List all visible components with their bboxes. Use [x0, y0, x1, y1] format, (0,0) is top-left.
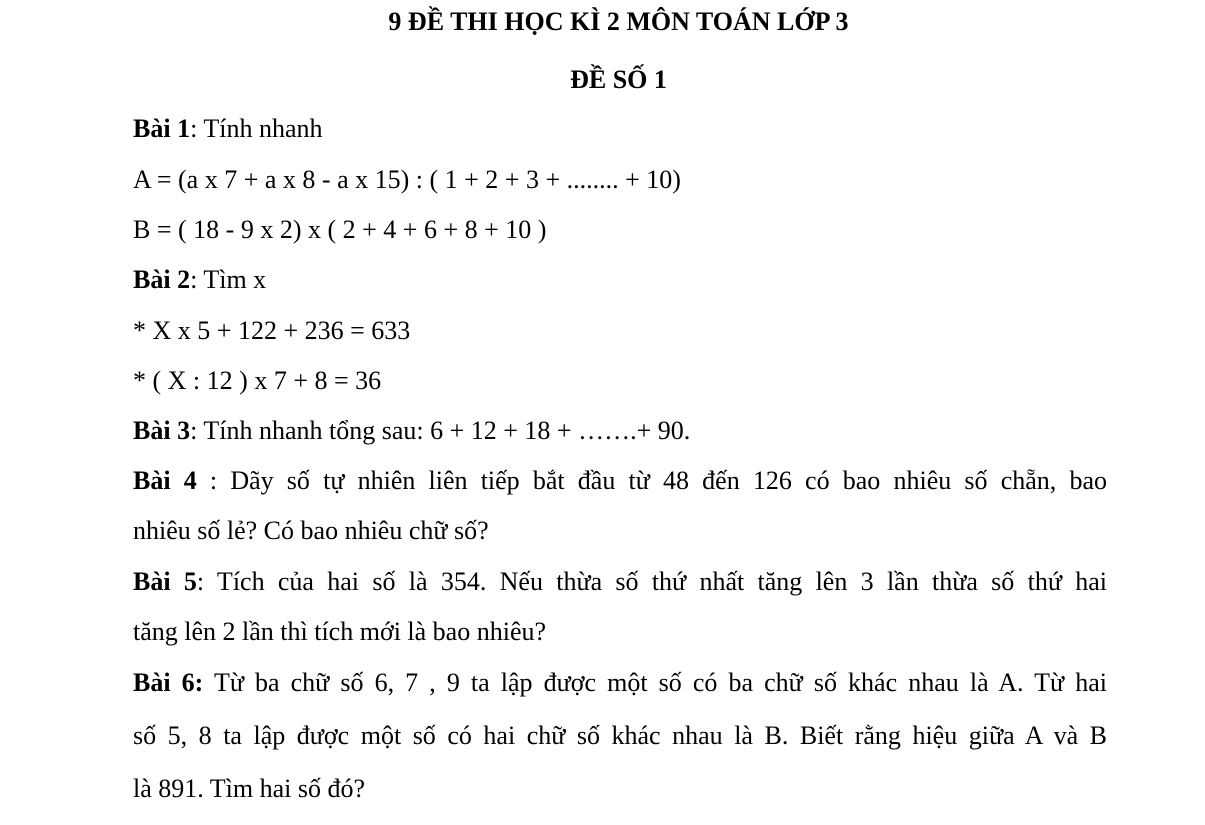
- problem-4-label: Bài 4: [133, 466, 197, 495]
- problem-4-line-1: [133, 465, 1107, 497]
- problem-3-label: Bài 3: [133, 416, 191, 445]
- problem-1-expression-b: B = ( 18 - 9 x 2) x ( 2 + 4 + 6 + 8 + 10 ): [133, 215, 547, 244]
- problem-5-label: Bài 5: [133, 567, 197, 596]
- problem-1-heading: [133, 113, 322, 145]
- problem-3: [133, 415, 690, 447]
- problem-6-line-3: là 891. Tìm hai số đó?: [133, 774, 366, 803]
- problem-6-line-2: số 5, 8 ta lập được một số có hai chữ số khác nhau là B. Biết rằng hiệu giữa A và B: [133, 721, 1107, 750]
- problem-4-text-1: : Dãy số tự nhiên liên tiếp bắt đầu từ 48 đến 126 có bao nhiêu số chẵn, bao: [196, 466, 1107, 495]
- problem-2-text: : Tìm x: [190, 265, 267, 294]
- problem-2-equation-1: * X x 5 + 122 + 236 = 633: [133, 316, 411, 345]
- problem-2-label: Bài 2: [133, 265, 191, 294]
- problem-6-line-1: [133, 667, 1107, 699]
- problem-1-expression-a: A = (a x 7 + a x 8 - a x 15) : ( 1 + 2 + 3 + ........ + 10): [133, 165, 681, 194]
- problem-3-text: : Tính nhanh tổng sau: 6 + 12 + 18 + …….+ 90.: [190, 416, 691, 445]
- problem-5-line-1: [133, 566, 1107, 598]
- problem-5-line-2: tăng lên 2 lần thì tích mới là bao nhiêu?: [133, 617, 547, 646]
- problem-6-text-1: Từ ba chữ số 6, 7 , 9 ta lập được một số có ba chữ số khác nhau là A. Từ hai: [203, 668, 1108, 697]
- problem-1-text: : Tính nhanh: [190, 114, 323, 143]
- problem-5-text-1: : Tích của hai số là 354. Nếu thừa số thứ nhất tăng lên 3 lần thừa số thứ hai: [196, 567, 1107, 596]
- problem-1-label: Bài 1: [133, 114, 191, 143]
- exam-number-heading: ĐỀ SỐ 1: [570, 65, 667, 94]
- problem-2-equation-2: * ( X : 12 ) x 7 + 8 = 36: [133, 366, 382, 395]
- problem-2-heading: [133, 264, 266, 296]
- problem-4-line-2: nhiêu số lẻ? Có bao nhiêu chữ số?: [133, 516, 489, 545]
- problem-6-label: Bài 6:: [133, 668, 204, 697]
- document-title: 9 ĐỀ THI HỌC KÌ 2 MÔN TOÁN LỚP 3: [388, 7, 849, 36]
